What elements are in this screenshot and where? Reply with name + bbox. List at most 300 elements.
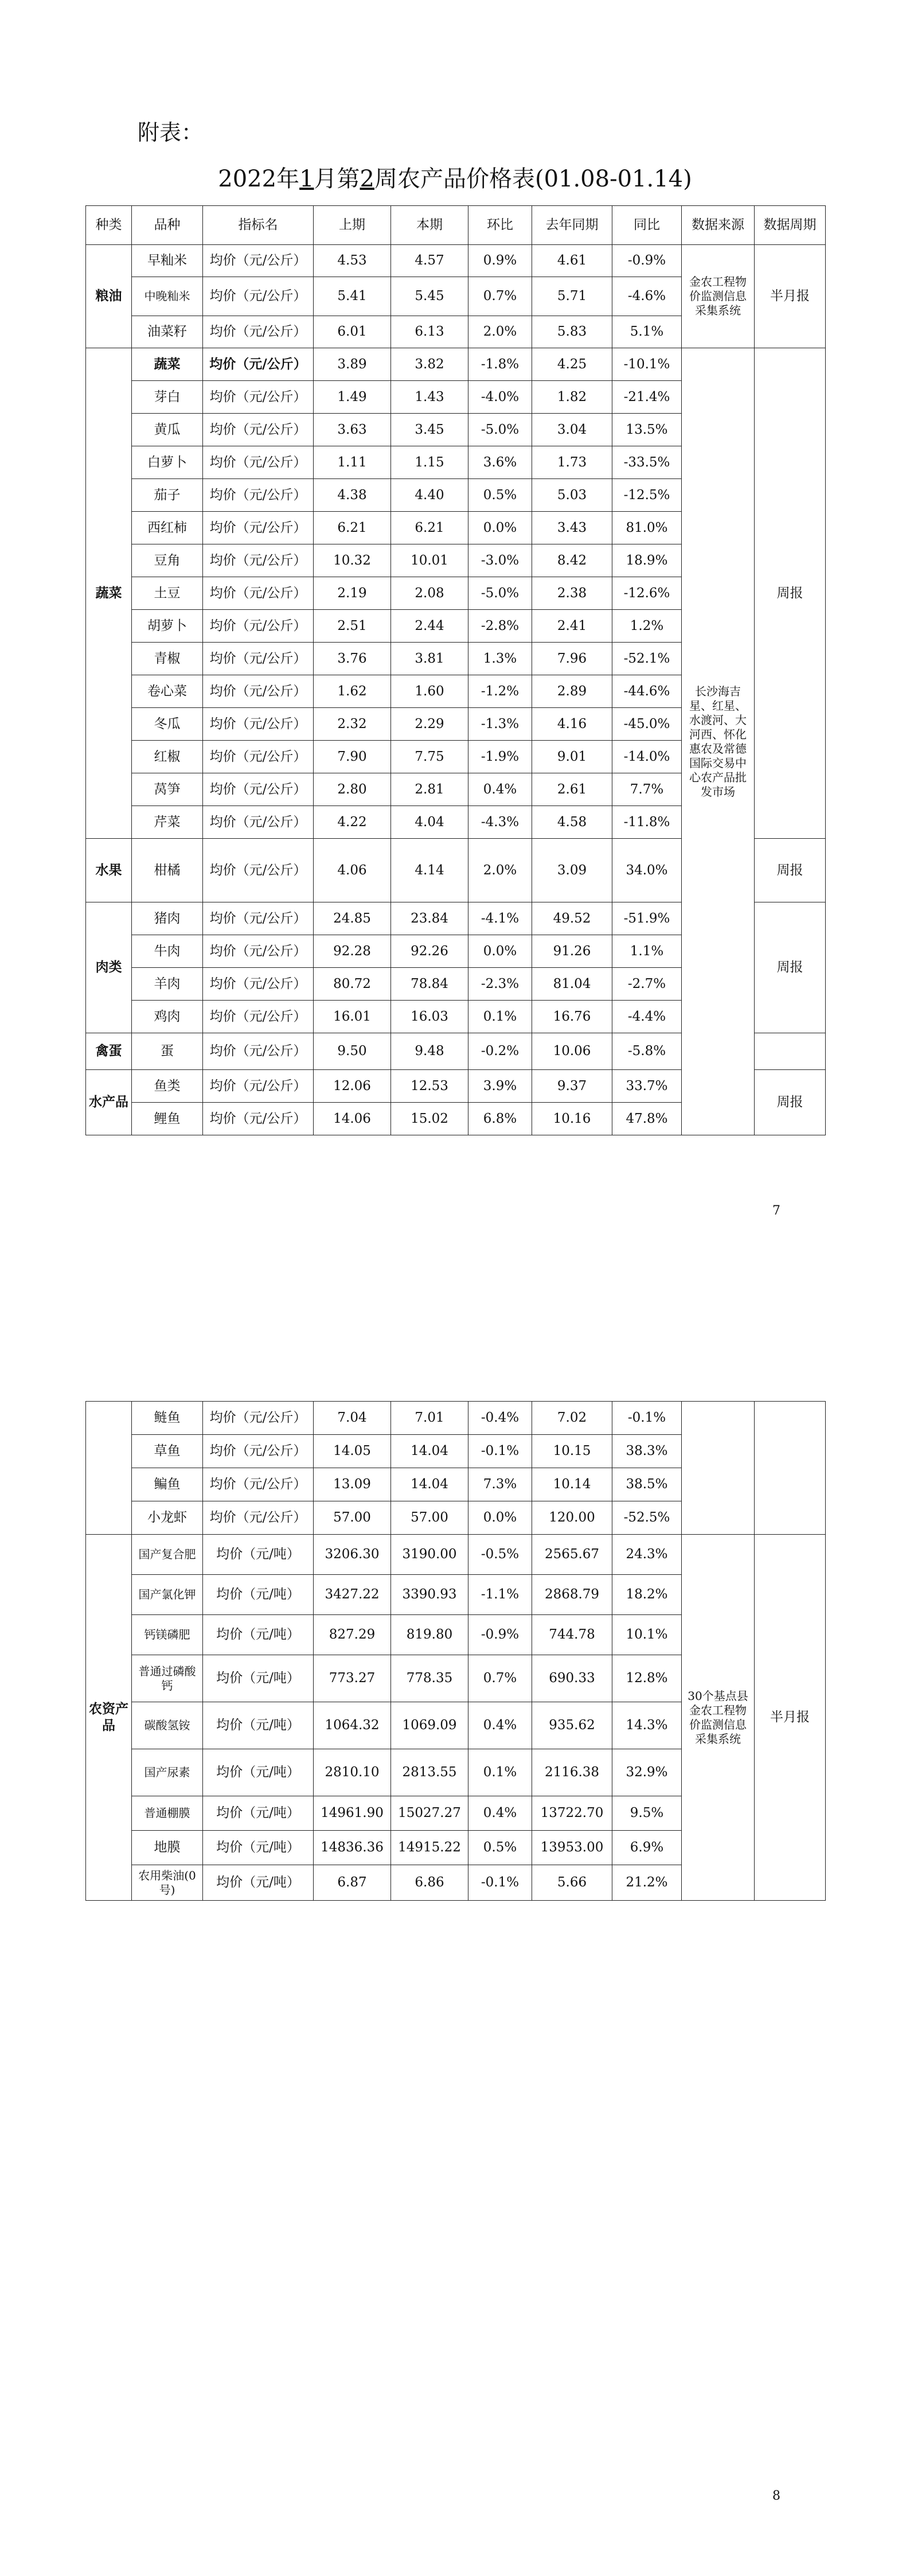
title-month-suffix: 月第 (314, 166, 360, 192)
variety-cell: 牛肉 (132, 935, 203, 968)
value-cell-hb: 0.5% (468, 1831, 532, 1865)
indicator-cell: 均价（元/公斤） (203, 414, 314, 446)
value-cell-prev: 7.90 (314, 741, 391, 773)
category-cell: 粮油 (86, 245, 132, 348)
value-cell-cur: 15.02 (391, 1103, 468, 1135)
column-header: 指标名 (203, 206, 314, 245)
variety-cell: 羊肉 (132, 968, 203, 1001)
value-cell-ly: 744.78 (532, 1615, 612, 1655)
value-cell-cur: 3.82 (391, 348, 468, 381)
variety-cell: 柑橘 (132, 839, 203, 902)
indicator-cell: 均价（元/公斤） (203, 1033, 314, 1070)
value-cell-hb: 2.0% (468, 316, 532, 348)
value-cell-cur: 2.81 (391, 773, 468, 806)
value-cell-prev: 14.06 (314, 1103, 391, 1135)
value-cell-yoy: 12.8% (612, 1655, 682, 1702)
value-cell-prev: 6.87 (314, 1865, 391, 1901)
value-cell-ly: 8.42 (532, 544, 612, 577)
value-cell-prev: 7.04 (314, 1402, 391, 1435)
value-cell-cur: 6.13 (391, 316, 468, 348)
value-cell-ly: 2.41 (532, 610, 612, 643)
column-header: 种类 (86, 206, 132, 245)
value-cell-cur: 4.57 (391, 245, 468, 277)
value-cell-prev: 3.89 (314, 348, 391, 381)
category-cell: 肉类 (86, 902, 132, 1033)
value-cell-hb: -2.3% (468, 968, 532, 1001)
variety-cell: 草鱼 (132, 1435, 203, 1468)
value-cell-ly: 7.96 (532, 643, 612, 675)
value-cell-ly: 13722.70 (532, 1796, 612, 1831)
variety-cell: 农用柴油(0号) (132, 1865, 203, 1901)
value-cell-yoy: -5.8% (612, 1033, 682, 1070)
indicator-cell: 均价（元/公斤） (203, 245, 314, 277)
value-cell-cur: 12.53 (391, 1070, 468, 1103)
value-cell-prev: 10.32 (314, 544, 391, 577)
table-header-row (86, 206, 826, 245)
indicator-cell: 均价（元/公斤） (203, 381, 314, 414)
value-cell-cur: 2.44 (391, 610, 468, 643)
indicator-cell: 均价（元/公斤） (203, 1402, 314, 1435)
value-cell-yoy: 38.3% (612, 1435, 682, 1468)
indicator-cell: 均价（元/公斤） (203, 277, 314, 316)
table-row (86, 348, 826, 381)
value-cell-prev: 24.85 (314, 902, 391, 935)
category-cell (86, 1402, 132, 1535)
value-cell-ly: 2565.67 (532, 1535, 612, 1575)
variety-cell: 鸡肉 (132, 1001, 203, 1033)
title-rest: 周农产品价格表(01.08-01.14) (374, 166, 692, 192)
value-cell-cur: 57.00 (391, 1501, 468, 1535)
variety-cell: 芹菜 (132, 806, 203, 839)
variety-cell: 胡萝卜 (132, 610, 203, 643)
variety-cell: 红椒 (132, 741, 203, 773)
value-cell-cur: 778.35 (391, 1655, 468, 1702)
value-cell-prev: 2810.10 (314, 1749, 391, 1796)
data-cycle-cell: 周报 (755, 839, 826, 902)
value-cell-yoy: -45.0% (612, 708, 682, 741)
value-cell-cur: 7.01 (391, 1402, 468, 1435)
value-cell-ly: 13953.00 (532, 1831, 612, 1865)
value-cell-cur: 23.84 (391, 902, 468, 935)
value-cell-ly: 10.14 (532, 1468, 612, 1501)
indicator-cell: 均价（元/吨） (203, 1702, 314, 1749)
value-cell-hb: -1.2% (468, 675, 532, 708)
value-cell-hb: -0.1% (468, 1865, 532, 1901)
value-cell-cur: 16.03 (391, 1001, 468, 1033)
category-cell: 农资产品 (86, 1535, 132, 1901)
value-cell-hb: -4.0% (468, 381, 532, 414)
page-number: 7 (772, 1204, 780, 1218)
indicator-cell: 均价（元/吨） (203, 1865, 314, 1901)
value-cell-hb: 0.4% (468, 1702, 532, 1749)
value-cell-hb: -0.4% (468, 1402, 532, 1435)
indicator-cell: 均价（元/公斤） (203, 610, 314, 643)
data-source-cell: 长沙海吉星、红星、水渡河、大河西、怀化惠农及常德国际交易中心农产品批发市场 (682, 348, 755, 1135)
indicator-cell: 均价（元/吨） (203, 1831, 314, 1865)
value-cell-cur: 4.14 (391, 839, 468, 902)
indicator-cell: 均价（元/公斤） (203, 1001, 314, 1033)
value-cell-hb: 1.3% (468, 643, 532, 675)
column-header: 本期 (391, 206, 468, 245)
value-cell-yoy: 81.0% (612, 512, 682, 544)
variety-cell: 鲢鱼 (132, 1402, 203, 1435)
value-cell-ly: 2868.79 (532, 1575, 612, 1615)
value-cell-prev: 14961.90 (314, 1796, 391, 1831)
variety-cell: 国产复合肥 (132, 1535, 203, 1575)
value-cell-cur: 3.81 (391, 643, 468, 675)
value-cell-yoy: -51.9% (612, 902, 682, 935)
value-cell-yoy: 5.1% (612, 316, 682, 348)
indicator-cell: 均价（元/公斤） (203, 1501, 314, 1535)
value-cell-yoy: 38.5% (612, 1468, 682, 1501)
value-cell-prev: 13.09 (314, 1468, 391, 1501)
value-cell-ly: 690.33 (532, 1655, 612, 1702)
variety-cell: 黄瓜 (132, 414, 203, 446)
value-cell-yoy: -12.5% (612, 479, 682, 512)
value-cell-prev: 6.01 (314, 316, 391, 348)
value-cell-ly: 2.89 (532, 675, 612, 708)
value-cell-hb: -0.1% (468, 1435, 532, 1468)
value-cell-yoy: 13.5% (612, 414, 682, 446)
value-cell-prev: 2.51 (314, 610, 391, 643)
indicator-cell: 均价（元/公斤） (203, 1435, 314, 1468)
value-cell-hb: -4.1% (468, 902, 532, 935)
value-cell-cur: 6.21 (391, 512, 468, 544)
value-cell-cur: 9.48 (391, 1033, 468, 1070)
value-cell-hb: -0.9% (468, 1615, 532, 1655)
value-cell-prev: 4.38 (314, 479, 391, 512)
value-cell-hb: 6.8% (468, 1103, 532, 1135)
variety-cell: 西红柿 (132, 512, 203, 544)
value-cell-prev: 5.41 (314, 277, 391, 316)
category-cell: 水产品 (86, 1070, 132, 1135)
value-cell-ly: 1.73 (532, 446, 612, 479)
indicator-cell: 均价（元/公斤） (203, 902, 314, 935)
value-cell-yoy: -10.1% (612, 348, 682, 381)
value-cell-cur: 3.45 (391, 414, 468, 446)
variety-cell: 猪肉 (132, 902, 203, 935)
indicator-cell: 均价（元/公斤） (203, 1468, 314, 1501)
value-cell-hb: 0.7% (468, 277, 532, 316)
variety-cell: 茄子 (132, 479, 203, 512)
value-cell-ly: 1.82 (532, 381, 612, 414)
value-cell-ly: 49.52 (532, 902, 612, 935)
indicator-cell: 均价（元/公斤） (203, 479, 314, 512)
variety-cell: 卷心菜 (132, 675, 203, 708)
variety-cell: 地膜 (132, 1831, 203, 1865)
value-cell-prev: 57.00 (314, 1501, 391, 1535)
value-cell-cur: 2.08 (391, 577, 468, 610)
table-row (86, 245, 826, 277)
value-cell-hb: -3.0% (468, 544, 532, 577)
value-cell-ly: 2.38 (532, 577, 612, 610)
value-cell-hb: 3.9% (468, 1070, 532, 1103)
variety-cell: 白萝卜 (132, 446, 203, 479)
price-table-page2 (85, 1401, 826, 1901)
value-cell-cur: 7.75 (391, 741, 468, 773)
value-cell-hb: 0.0% (468, 512, 532, 544)
variety-cell: 国产氯化钾 (132, 1575, 203, 1615)
value-cell-cur: 5.45 (391, 277, 468, 316)
value-cell-yoy: 18.9% (612, 544, 682, 577)
value-cell-ly: 9.01 (532, 741, 612, 773)
variety-cell: 蛋 (132, 1033, 203, 1070)
indicator-cell: 均价（元/公斤） (203, 544, 314, 577)
value-cell-ly: 10.06 (532, 1033, 612, 1070)
value-cell-yoy: -52.5% (612, 1501, 682, 1535)
value-cell-hb: 0.1% (468, 1749, 532, 1796)
value-cell-prev: 4.53 (314, 245, 391, 277)
column-header: 数据来源 (682, 206, 755, 245)
value-cell-prev: 4.06 (314, 839, 391, 902)
indicator-cell: 均价（元/公斤） (203, 577, 314, 610)
value-cell-hb: -0.5% (468, 1535, 532, 1575)
value-cell-cur: 14915.22 (391, 1831, 468, 1865)
value-cell-prev: 2.80 (314, 773, 391, 806)
column-header: 数据周期 (755, 206, 826, 245)
value-cell-prev: 92.28 (314, 935, 391, 968)
value-cell-prev: 14836.36 (314, 1831, 391, 1865)
value-cell-prev: 2.32 (314, 708, 391, 741)
value-cell-hb: -2.8% (468, 610, 532, 643)
value-cell-prev: 1.49 (314, 381, 391, 414)
appendix-label: 附表： (138, 120, 204, 145)
column-header: 去年同期 (532, 206, 612, 245)
value-cell-yoy: 1.2% (612, 610, 682, 643)
indicator-cell: 均价（元/公斤） (203, 1103, 314, 1135)
value-cell-yoy: -4.6% (612, 277, 682, 316)
variety-cell: 国产尿素 (132, 1749, 203, 1796)
data-cycle-cell (755, 1402, 826, 1535)
variety-cell: 普通棚膜 (132, 1796, 203, 1831)
value-cell-cur: 2.29 (391, 708, 468, 741)
value-cell-yoy: 14.3% (612, 1702, 682, 1749)
value-cell-ly: 7.02 (532, 1402, 612, 1435)
value-cell-prev: 773.27 (314, 1655, 391, 1702)
value-cell-prev: 1064.32 (314, 1702, 391, 1749)
data-cycle-cell: 周报 (755, 902, 826, 1033)
value-cell-ly: 2.61 (532, 773, 612, 806)
indicator-cell: 均价（元/公斤） (203, 1070, 314, 1103)
variety-cell: 早籼米 (132, 245, 203, 277)
indicator-cell: 均价（元/吨） (203, 1575, 314, 1615)
value-cell-yoy: -2.7% (612, 968, 682, 1001)
value-cell-prev: 6.21 (314, 512, 391, 544)
title-year: 2022年 (218, 166, 300, 192)
data-cycle-cell: 周报 (755, 1070, 826, 1135)
value-cell-ly: 5.71 (532, 277, 612, 316)
value-cell-ly: 4.16 (532, 708, 612, 741)
value-cell-hb: 0.5% (468, 479, 532, 512)
value-cell-ly: 81.04 (532, 968, 612, 1001)
value-cell-ly: 5.83 (532, 316, 612, 348)
variety-cell: 芽白 (132, 381, 203, 414)
table-row (86, 1402, 826, 1435)
value-cell-cur: 1.15 (391, 446, 468, 479)
category-cell: 蔬菜 (86, 348, 132, 839)
value-cell-prev: 3427.22 (314, 1575, 391, 1615)
value-cell-hb: -1.8% (468, 348, 532, 381)
value-cell-prev: 827.29 (314, 1615, 391, 1655)
value-cell-cur: 1069.09 (391, 1702, 468, 1749)
page-number: 8 (772, 2489, 780, 2503)
title-week: 2 (360, 166, 374, 192)
value-cell-yoy: 18.2% (612, 1575, 682, 1615)
value-cell-hb: 0.0% (468, 1501, 532, 1535)
indicator-cell: 均价（元/公斤） (203, 675, 314, 708)
value-cell-ly: 91.26 (532, 935, 612, 968)
variety-cell: 油菜籽 (132, 316, 203, 348)
value-cell-yoy: 9.5% (612, 1796, 682, 1831)
value-cell-yoy: 6.9% (612, 1831, 682, 1865)
value-cell-yoy: 1.1% (612, 935, 682, 968)
indicator-cell: 均价（元/公斤） (203, 741, 314, 773)
value-cell-hb: -4.3% (468, 806, 532, 839)
value-cell-ly: 10.15 (532, 1435, 612, 1468)
value-cell-cur: 14.04 (391, 1435, 468, 1468)
variety-cell: 冬瓜 (132, 708, 203, 741)
variety-cell: 土豆 (132, 577, 203, 610)
column-header: 同比 (612, 206, 682, 245)
indicator-cell: 均价（元/吨） (203, 1796, 314, 1831)
value-cell-cur: 3190.00 (391, 1535, 468, 1575)
value-cell-hb: -1.3% (468, 708, 532, 741)
variety-cell: 蔬菜 (132, 348, 203, 381)
table-row (86, 1535, 826, 1575)
data-cycle-cell: 半月报 (755, 1535, 826, 1901)
value-cell-yoy: -21.4% (612, 381, 682, 414)
indicator-cell: 均价（元/公斤） (203, 773, 314, 806)
value-cell-hb: -5.0% (468, 577, 532, 610)
variety-cell: 鲤鱼 (132, 1103, 203, 1135)
value-cell-ly: 10.16 (532, 1103, 612, 1135)
value-cell-cur: 92.26 (391, 935, 468, 968)
value-cell-hb: 0.4% (468, 1796, 532, 1831)
value-cell-yoy: -11.8% (612, 806, 682, 839)
value-cell-cur: 6.86 (391, 1865, 468, 1901)
indicator-cell: 均价（元/公斤） (203, 968, 314, 1001)
value-cell-yoy: 33.7% (612, 1070, 682, 1103)
value-cell-cur: 15027.27 (391, 1796, 468, 1831)
value-cell-cur: 1.43 (391, 381, 468, 414)
value-cell-hb: 7.3% (468, 1468, 532, 1501)
value-cell-hb: 0.1% (468, 1001, 532, 1033)
value-cell-prev: 9.50 (314, 1033, 391, 1070)
indicator-cell: 均价（元/吨） (203, 1535, 314, 1575)
value-cell-cur: 4.40 (391, 479, 468, 512)
value-cell-prev: 14.05 (314, 1435, 391, 1468)
indicator-cell: 均价（元/公斤） (203, 316, 314, 348)
variety-cell: 莴笋 (132, 773, 203, 806)
indicator-cell: 均价（元/公斤） (203, 643, 314, 675)
data-cycle-cell: 半月报 (755, 245, 826, 348)
value-cell-ly: 3.04 (532, 414, 612, 446)
value-cell-yoy: 7.7% (612, 773, 682, 806)
title-month: 1 (299, 166, 314, 192)
value-cell-cur: 819.80 (391, 1615, 468, 1655)
value-cell-hb: -0.2% (468, 1033, 532, 1070)
variety-cell: 普通过磷酸钙 (132, 1655, 203, 1702)
value-cell-yoy: -4.4% (612, 1001, 682, 1033)
value-cell-hb: 0.9% (468, 245, 532, 277)
value-cell-ly: 16.76 (532, 1001, 612, 1033)
value-cell-yoy: 21.2% (612, 1865, 682, 1901)
value-cell-prev: 1.11 (314, 446, 391, 479)
variety-cell: 青椒 (132, 643, 203, 675)
variety-cell: 钙镁磷肥 (132, 1615, 203, 1655)
column-header: 品种 (132, 206, 203, 245)
value-cell-ly: 4.25 (532, 348, 612, 381)
value-cell-cur: 78.84 (391, 968, 468, 1001)
value-cell-yoy: -0.1% (612, 1402, 682, 1435)
price-table-page1 (85, 205, 826, 1135)
value-cell-ly: 3.43 (532, 512, 612, 544)
indicator-cell: 均价（元/公斤） (203, 446, 314, 479)
value-cell-ly: 120.00 (532, 1501, 612, 1535)
value-cell-cur: 10.01 (391, 544, 468, 577)
value-cell-ly: 5.03 (532, 479, 612, 512)
value-cell-yoy: 34.0% (612, 839, 682, 902)
value-cell-prev: 3.63 (314, 414, 391, 446)
value-cell-ly: 3.09 (532, 839, 612, 902)
value-cell-prev: 2.19 (314, 577, 391, 610)
value-cell-prev: 16.01 (314, 1001, 391, 1033)
value-cell-hb: 2.0% (468, 839, 532, 902)
value-cell-yoy: -52.1% (612, 643, 682, 675)
column-header: 环比 (468, 206, 532, 245)
variety-cell: 碳酸氢铵 (132, 1702, 203, 1749)
indicator-cell: 均价（元/公斤） (203, 806, 314, 839)
value-cell-prev: 4.22 (314, 806, 391, 839)
value-cell-hb: 0.0% (468, 935, 532, 968)
value-cell-yoy: -14.0% (612, 741, 682, 773)
indicator-cell: 均价（元/公斤） (203, 512, 314, 544)
value-cell-yoy: -0.9% (612, 245, 682, 277)
value-cell-ly: 5.66 (532, 1865, 612, 1901)
value-cell-cur: 3390.93 (391, 1575, 468, 1615)
value-cell-yoy: -12.6% (612, 577, 682, 610)
value-cell-prev: 1.62 (314, 675, 391, 708)
variety-cell: 鳊鱼 (132, 1468, 203, 1501)
data-cycle-cell: 周报 (755, 348, 826, 839)
data-source-cell: 30个基点县金农工程物价监测信息采集系统 (682, 1535, 755, 1901)
value-cell-yoy: -33.5% (612, 446, 682, 479)
category-cell: 水果 (86, 839, 132, 902)
data-cycle-cell (755, 1033, 826, 1070)
category-cell: 禽蛋 (86, 1033, 132, 1070)
indicator-cell: 均价（元/吨） (203, 1655, 314, 1702)
value-cell-prev: 80.72 (314, 968, 391, 1001)
column-header: 上期 (314, 206, 391, 245)
value-cell-yoy: 32.9% (612, 1749, 682, 1796)
value-cell-hb: 0.7% (468, 1655, 532, 1702)
value-cell-prev: 3206.30 (314, 1535, 391, 1575)
value-cell-cur: 1.60 (391, 675, 468, 708)
value-cell-cur: 14.04 (391, 1468, 468, 1501)
value-cell-prev: 12.06 (314, 1070, 391, 1103)
indicator-cell: 均价（元/公斤） (203, 839, 314, 902)
value-cell-cur: 2813.55 (391, 1749, 468, 1796)
value-cell-yoy: -44.6% (612, 675, 682, 708)
page-title (0, 161, 910, 193)
data-source-cell (682, 1402, 755, 1535)
value-cell-ly: 4.61 (532, 245, 612, 277)
value-cell-ly: 9.37 (532, 1070, 612, 1103)
variety-cell: 小龙虾 (132, 1501, 203, 1535)
value-cell-hb: -5.0% (468, 414, 532, 446)
value-cell-yoy: 10.1% (612, 1615, 682, 1655)
value-cell-hb: -1.1% (468, 1575, 532, 1615)
